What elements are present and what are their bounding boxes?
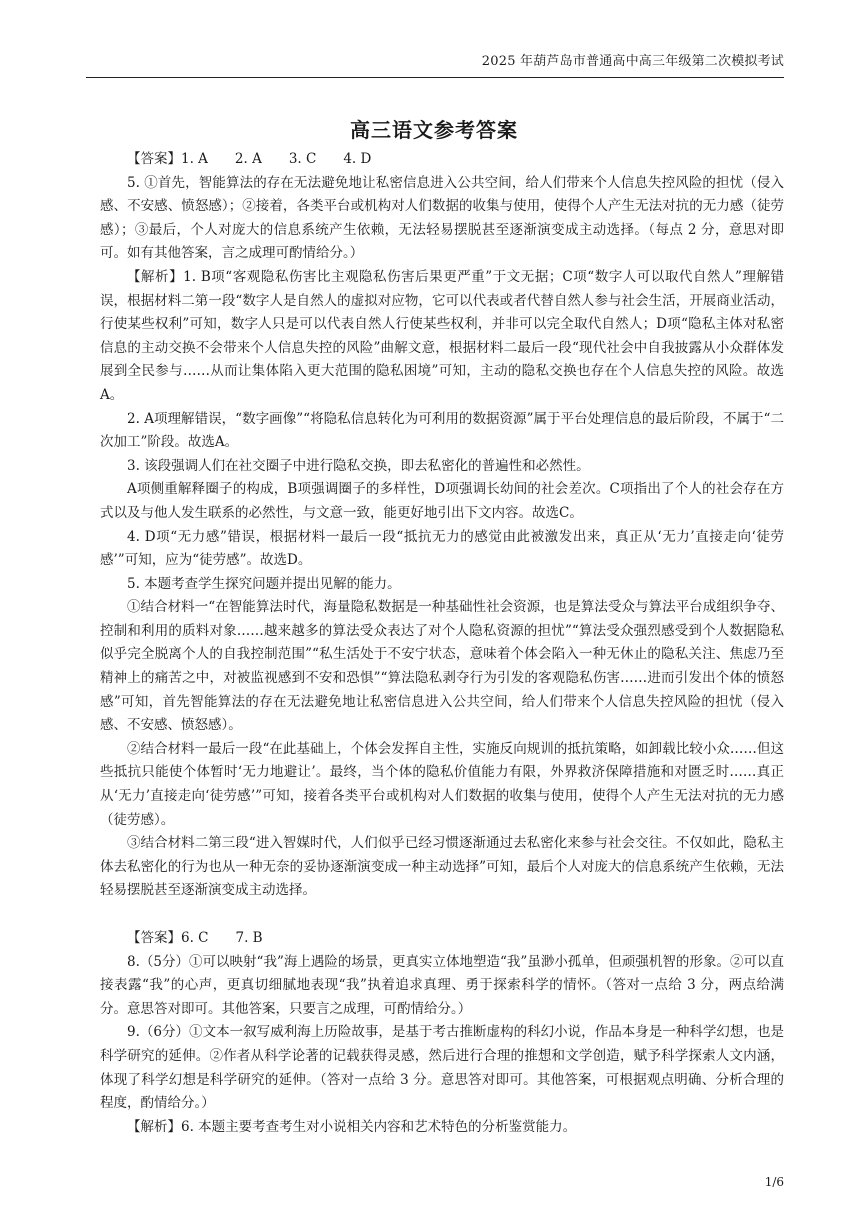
paragraph-answer-9: 9.（6分）①文本一叙写威利海上历险故事，是基于考古推断虚构的科幻小说，作品本身是一种科学幻想，也是科学研究的延伸。②作者从科学论著的记载获得灵感，然后进行合理的推想和文学创造，赋予科学探索人文内涵，体现了科学幻想是科学研究的延伸。（答对一点给 3 分。意思答对即可。其他答案，可根据观点明确、分析合理的程度，酌情给分。） (100, 1024, 784, 1112)
page-header: 2025 年葫芦岛市普通高中高三年级第二次模拟考试 (86, 50, 784, 78)
paragraph-analysis-4: 4. D项“无力感”错误，根据材料一最后一段“抵抗无力的感觉由此被激发出来，真正从‘无力’直接走向‘徒劳感’”可知，应为“徒劳感”。故选D。 (100, 528, 784, 569)
page-number: 1/6 (764, 1175, 784, 1189)
paragraph-analysis-3: 3. 该段强调人们在社交圈子中进行隐私交换，即去私密化的普遍性和必然性。 (127, 457, 590, 474)
paragraph-analysis-6: 【解析】6. 本题主要考查考生对小说相关内容和艺术特色的分析鉴赏能力。 (127, 1118, 577, 1135)
paragraph-answer-5: 5. ①首先，智能算法的存在无法避免地让私密信息进入公共空间，给人们带来个人信息失控风险的担忧（侵入感、不安感、愤怒感）；②接着，各类平台或机构对人们数据的收集与使用，使得个人产生无法对抗的无力感（徒劳感）；③最后，个人对庞大的信息系统产生依赖，无法轻易摆脱甚至逐渐演变成主动选择。（每点 2 分，意思对即可。如有其他答案，言之成理可酌情给分。） (100, 174, 784, 262)
paragraph-analysis-2: 2. A项理解错误，“数字画像”“将隐私信息转化为可利用的数据资源”属于平台处理信息的最后阶段，不属于“二次加工”阶段。故选A。 (100, 410, 784, 451)
paragraph-answer-8: 8.（5分）①可以映射“我”海上遇险的场景，更真实立体地塑造“我”虽渺小孤单，但顽强机智的形象。②可以直接表露“我”的心声，更真切细腻地表现“我”执着追求真理、勇于探索科学的情怀。（答对一点给 3 分，两点给满分。意思答对即可。其他答案，只要言之成理，可酌情给分。） (100, 953, 784, 1017)
paragraph-analysis-5: 5. 本题考查学生探究问题并提出见解的能力。 (127, 575, 401, 592)
answer-content (100, 148, 784, 1139)
paragraph-analysis-1: 【解析】1. B项“客观隐私伤害比主观隐私伤害后果更严重”于文无据；C项“数字人可以取代自然人”理解错误，根据材料二第一段“数字人是自然人的虚拟对应物，它可以代表或者代替自然人参与社会生活，开展商业活动，行使某些权利”可知，数字人只是可以代表自然人行使某些权利，并非可以完全取代自然人；D项“隐私主体对私密信息的主动交换不会带来个人信息失控的风险”曲解文意，根据材料二最后一段“现代社会中自我披露从小众群体发展到全民参与……从而让集体陷入更大范围的隐私困境”可知，主动的隐私交换也存在个人信息失控的风险。故选A。 (100, 268, 784, 403)
paragraph-answers-1-4: 【答案】1. A 2. A 3. C 4. D (127, 151, 372, 167)
paragraph-analysis-5-point-1: ①结合材料一“在智能算法时代，海量隐私数据是一种基础性社会资源，也是算法受众与算法平台成组织争夺、控制和利用的质料对象……越来越多的算法受众表达了对个人隐私资源的担忧”“算法受众强烈感受到个人数据隐私似乎完全脱离个人的自我控制范围”“私生活处于不安宁状态，意味着个体会陷入一种无休止的隐私关注、焦虑乃至精神上的痛苦之中，对被监视感到不安和恐惧”“算法隐私剥夺行为引发的客观隐私伤害……进而引发出个体的愤怒感”可知，首先智能算法的存在无法避免地让私密信息进入公共空间，给人们带来个人信息失控风险的担忧（侵入感、不安感、愤怒感）。 (100, 599, 784, 734)
paragraph-analysis-3-detail: A项侧重解释圈子的构成，B项强调圈子的多样性，D项强调长幼间的社会差次。C项指出了个人的社会存在方式以及与他人发生联系的必然性，与文意一致，能更好地引出下文内容。故选C。 (100, 481, 784, 521)
paragraph-analysis-5-point-3: ③结合材料二第三段“进入智媒时代，人们似乎已经习惯逐渐通过去私密化来参与社会交往。不仅如此，隐私主体去私密化的行为也从一种无奈的妥协逐渐演变成一种主动选择”可知，最后个人对庞大的信息系统产生依赖，无法轻易摆脱甚至逐渐演变成主动选择。 (100, 835, 784, 899)
paragraph-answers-6-7: 【答案】6. C 7. B (127, 930, 263, 946)
paragraph-analysis-5-point-2: ②结合材料一最后一段“在此基础上，个体会发挥自主性，实施反向规训的抵抗策略，如卸载比较小众……但这些抵抗只能使个体暂时‘无力地避让’。最终，当个体的隐私价值能力有限，外界救济保障措施和对匮乏时……真正从‘无力’直接走向‘徒劳感’”可知，接着各类平台或机构对人们数据的收集与使用，使得个人产生无法对抗的无力感（徒劳感）。 (100, 740, 784, 828)
document-title: 高三语文参考答案 (350, 118, 518, 142)
